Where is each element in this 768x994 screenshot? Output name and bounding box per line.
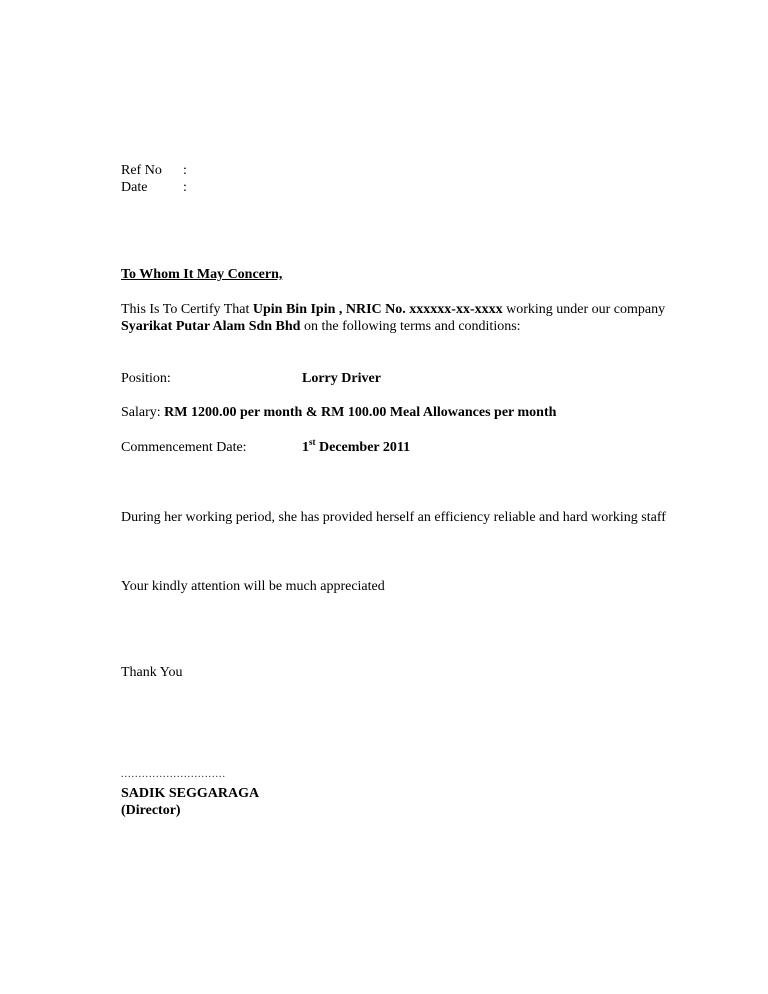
commencement-value [302, 437, 411, 455]
salary-row [121, 404, 556, 421]
intro-paragraph [121, 301, 691, 335]
attention-paragraph: Your kindly attention will be much appreciated [121, 579, 385, 594]
commencement-day: 1 [302, 440, 309, 455]
intro-text-3: on the following terms and conditions: [300, 319, 521, 334]
ref-no-row [121, 162, 187, 179]
commencement-suffix: st [309, 437, 316, 447]
performance-paragraph: During her working period, she has provided herself an efficiency reliable and hard working staff [121, 510, 666, 525]
commencement-label: Commencement Date: [121, 440, 247, 455]
reference-block [121, 162, 187, 196]
commencement-month-year: December 2011 [315, 440, 411, 455]
employee-name: Upin Bin Ipin , NRIC No. xxxxxx-xx-xxxx [252, 302, 503, 317]
salary-value: RM 1200.00 per month & RM 100.00 Meal Allowances per month [164, 405, 557, 420]
ref-no-label: Ref No [121, 163, 162, 178]
signature-block [121, 769, 259, 819]
signature-line: .............................. [121, 769, 226, 780]
company-name: Syarikat Putar Alam Sdn Bhd [121, 319, 301, 334]
ref-no-colon: : [183, 163, 187, 178]
position-value: Lorry Driver [302, 371, 381, 386]
position-row [121, 370, 381, 387]
closing-text: Thank You [121, 665, 183, 680]
signatory-name: SADIK SEGGARAGA [121, 786, 260, 801]
intro-text-1: This Is To Certify That [121, 302, 253, 317]
date-colon: : [183, 180, 187, 195]
signatory-title: (Director) [121, 803, 181, 818]
position-label: Position: [121, 371, 171, 386]
date-row [121, 179, 187, 196]
date-label: Date [121, 180, 148, 195]
salutation: To Whom It May Concern, [121, 267, 283, 282]
commencement-row [121, 439, 410, 456]
intro-text-2: working under our company [502, 302, 666, 317]
salary-label: Salary: [121, 405, 165, 420]
